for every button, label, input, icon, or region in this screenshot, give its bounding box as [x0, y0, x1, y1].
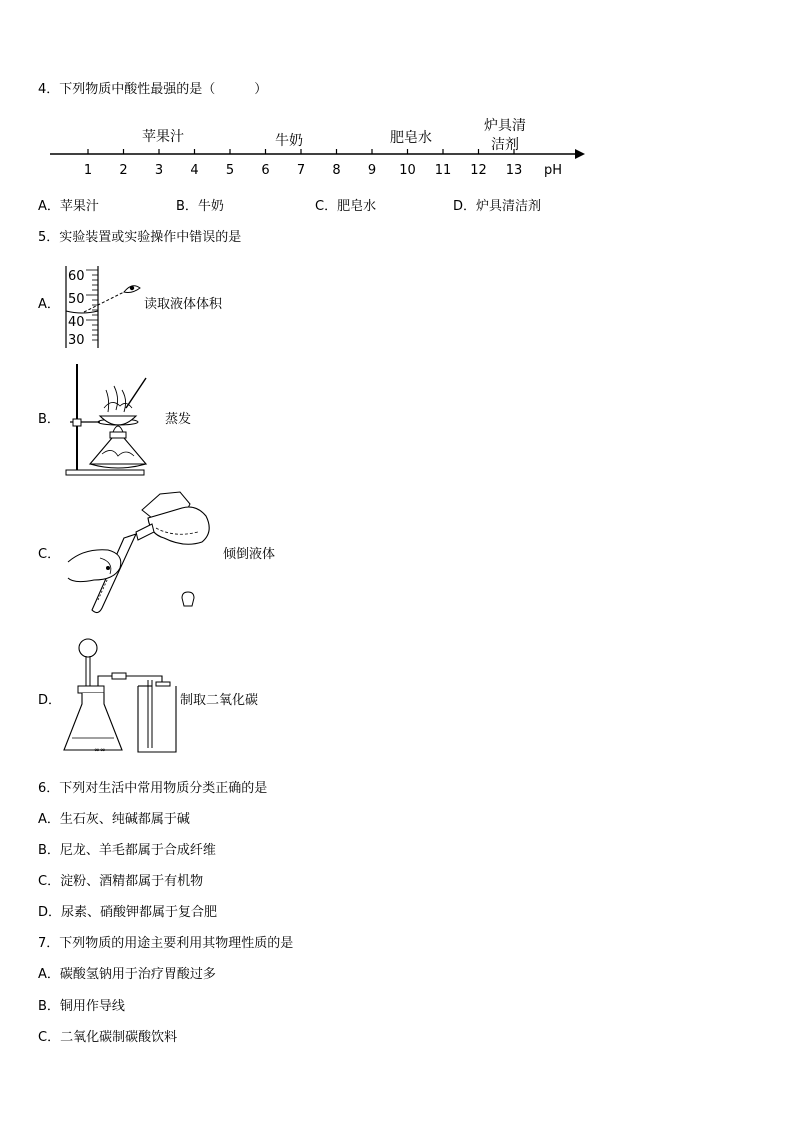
eye-icon — [124, 286, 140, 293]
cylinder-mark-60: 60 — [68, 269, 85, 284]
cylinder-mark-50: 50 — [68, 292, 85, 307]
ph-unit-label: pH — [544, 163, 563, 178]
q5-option-c-caption: 倾倒液体 — [223, 547, 276, 562]
ph-scale-figure — [40, 112, 600, 182]
co2-apparatus-figure — [60, 634, 180, 758]
pouring-liquid-figure — [64, 488, 214, 618]
ph-marker-soapy-water: 肥皂水 — [390, 130, 432, 146]
evaporation-setup-figure — [60, 360, 155, 478]
q4-option-c[interactable]: C．肥皂水 — [315, 199, 377, 214]
q7-option-c[interactable]: C．二氧化碳制碳酸饮料 — [38, 1030, 178, 1045]
ph-tick-label: 5 — [225, 163, 235, 178]
ph-tick-label: 2 — [119, 163, 128, 178]
ph-marker-stove-cleaner-line2: 洁剂 — [491, 137, 519, 153]
q6-option-b[interactable]: B．尼龙、羊毛都属于合成纤维 — [38, 843, 216, 858]
ph-tick-label: 1 — [83, 163, 93, 178]
ph-marker-apple-juice: 苹果汁 — [142, 129, 184, 145]
ph-tick-label: 9 — [367, 163, 377, 178]
sight-line — [84, 290, 128, 312]
cylinder-mark-40: 40 — [68, 315, 85, 330]
q7-option-b[interactable]: B．铜用作导线 — [38, 999, 125, 1014]
graduated-cylinder-figure — [60, 264, 150, 350]
q6-option-a[interactable]: A．生石灰、纯碱都属于碱 — [38, 812, 190, 827]
q7-option-a[interactable]: A．碳酸氢钠用于治疗胃酸过多 — [38, 967, 216, 982]
bottle-stopper-icon — [182, 592, 194, 606]
q5-option-d-caption: 制取二氧化碳 — [180, 693, 259, 708]
ph-marker-stove-cleaner-line1: 炉具清 — [484, 118, 526, 134]
q6-stem: 6．下列对生活中常用物质分类正确的是 — [38, 781, 268, 796]
ph-tick-label: 10 — [399, 163, 416, 178]
q7-stem: 7．下列物质的用途主要利用其物理性质的是 — [38, 936, 294, 951]
ph-tick-label: 8 — [332, 163, 341, 178]
ph-tick-label: 6 — [261, 163, 270, 178]
svg-text:∞∞: ∞∞ — [94, 746, 106, 754]
q5-option-a-caption: 读取液体体积 — [144, 297, 223, 312]
ph-tick-label: 4 — [190, 163, 199, 178]
q5-option-b-letter[interactable]: B． — [38, 412, 60, 427]
ph-axis-arrow — [575, 149, 585, 159]
ph-tick-label: 13 — [505, 163, 523, 178]
q5-option-d-letter[interactable]: D． — [38, 693, 62, 708]
q5-option-a-letter[interactable]: A． — [38, 297, 60, 312]
cylinder-mark-30: 30 — [68, 333, 85, 348]
q6-option-d[interactable]: D．尿素、硝酸钾都属于复合肥 — [38, 905, 218, 920]
q4-option-b[interactable]: B．牛奶 — [176, 199, 224, 214]
ph-tick-label: 3 — [154, 163, 164, 178]
ph-tick-label: 12 — [470, 163, 487, 178]
ph-tick-label: 11 — [434, 163, 452, 178]
q5-option-b-caption: 蒸发 — [165, 412, 192, 427]
q4-stem: 4．下列物质中酸性最强的是（ ） — [38, 82, 268, 97]
ph-marker-milk: 牛奶 — [275, 133, 303, 149]
q4-option-a[interactable]: A．苹果汁 — [38, 199, 99, 214]
q5-stem: 5．实验装置或实验操作中错误的是 — [38, 230, 242, 245]
ph-tick-label: 7 — [296, 163, 306, 178]
q6-option-c[interactable]: C．淀粉、酒精都属于有机物 — [38, 874, 204, 889]
q5-option-c-letter[interactable]: C． — [38, 547, 61, 562]
q4-option-d[interactable]: D．炉具清洁剂 — [453, 199, 542, 214]
